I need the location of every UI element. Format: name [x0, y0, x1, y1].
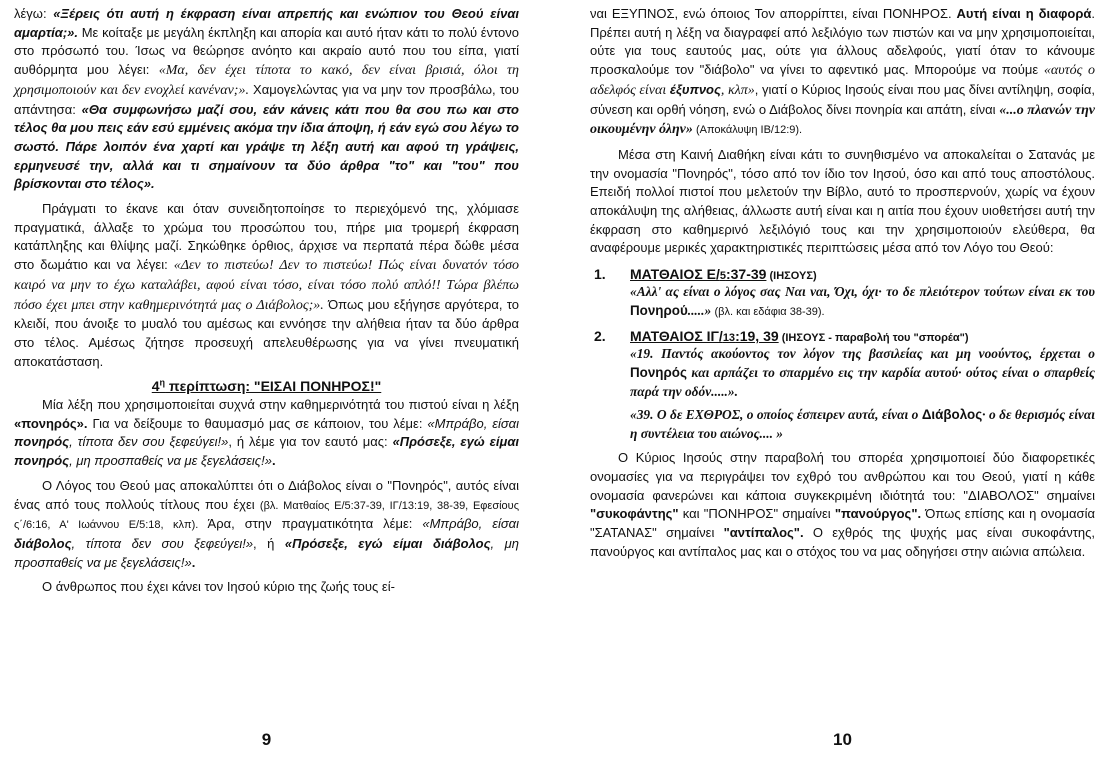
paragraph: ναι ΕΞΥΠΝΟΣ, ενώ όποιος Τον απορρίπτει, είναι ΠΟΝΗΡΟΣ. Αυτή είναι η διαφορά. Πρέπει αυτή η λέξη να διαγραφεί από λεξιλόγιο των πιστών και να μην χρησιμοποιείται, ούτε για τους εαυτούς μας, ούτε για άλλους αδελφούς, γιατί όταν το κάνουμε προσκαλούμε τον "διάβολο" να γίνει το αφεντικό μας. Μπορούμε να πούμε «αυτός ο αδελφός είναι έξυπνος, κλπ», γιατί ο Κύριος Ιησούς είναι που μας δίνει αντίληψη, σοφία, σύνεση και ορθή νόηση, ενώ ο Διάβολος δίνει πονηρία και απάτη, είναι «...ο πλανών την οικουμένην όλην» (Αποκάλυψη ΙΒ/12:9). — [590, 6, 1096, 138]
page-number: 10 — [833, 730, 852, 749]
paragraph: Ο Κύριος Ιησούς στην παραβολή του σπορέα χρησιμοποιεί δύο διαφορετικές ονομασίες για να περιγράψει τον εχθρό του ανθρώπου και του Θεού, γιατί η κάθε ονομασία φανερώνει και κάποια συγκεκριμένη ιδιότητά του: "ΔΙΑΒΟΛΟΣ" σημαίνει "συκοφάντης" και "ΠΟΝΗΡΟΣ" σημαίνει "πανούργος". Όπως επίσης και η ονομασία "ΣΑΤΑΝΑΣ" σημαίνει "αντίπαλος". Ο εχθρός της ψυχής μας είναι συκοφάντης, πανούργος και αντίπαλος μας και ο στόχος του να μας οδηγήσει στην αιώνια απώλεια. — [590, 450, 1095, 559]
paragraph: Ο άνθρωπος που έχει κάνει τον Ιησού κύριο της ζωής τους εί- — [42, 579, 395, 595]
paragraph: Ο Λόγος του Θεού μας αποκαλύπτει ότι ο Διάβολος είναι ο "Πονηρός", αυτός είναι ένας από τους πολλούς τίτλους που έχει (βλ. Ματθαίος Ε/5:37-39, ΙΓ/13:19, 38-39, Εφεσίους ς΄/6:16, Α' Ιωάννου Ε/5:18, κλπ). Άρα, στην πραγματικότητα λέμε: «Μπράβο, είσαι διάβολος, τίποτα δεν σου ξεφεύγει!», ή «Πρόσεξε, εγώ είμαι διάβολος, μη προσπαθείς να με ξεγελάσεις!». — [14, 477, 519, 570]
list-item: 2. ΜΑΤΘΑΙΟΣ ΙΓ/13:19, 39 (ΙΗΣΟΥΣ - παραβολή του "σπορέα") «19. Παντός ακούοντος τον λόγον της βασιλείας και μη νοούντος, έρχεται ο Πονηρός και αρπάζει το σπαρμένο εις την καρδία αυτού· ούτος είναι ο σπαρθείς παρά την οδόν.....». «39. Ο δε ΕΧΘΡΟΣ, ο οποίος έσπειρεν αυτά, είναι ο Διάβολος· ο δε θερισμός είναι η συντέλεια του αιώνος.... » — [594, 328, 1095, 442]
list-item: 1. ΜΑΤΘΑΙΟΣ Ε/5:37-39 (ΙΗΣΟΥΣ) «Αλλ' ας είναι ο λόγος σας Ναι ναι, Όχι, όχι· το δε πλειότερον τούτων είναι εκ του Πονηρού.....» (βλ. και εδάφια 38-39). — [594, 266, 1095, 319]
section-heading: $4^\eta$ περίπτωση: "ΕΙΣΑΙ ΠΟΝΗΡΟΣ!" — [151, 377, 382, 395]
paragraph: Πράγματι το έκανε και όταν συνειδητοποίησε το περιεχόμενό της, χλόμιασε πραγματικά, άλλαξε το χρώμα του προσώπου του, πήρε μια τρομερή έκφραση κατάπληξης και θλίψης μαζί. Σηκώθηκε όρθιος, άρχισε να περπατά πέρα δώθε μέσα στο δωμάτιο και να λέγει: «Δεν το πιστεύω! Δεν το πιστεύω! Πώς είναι δυνατόν τόσο καιρό να μην το έχω καταλάβει, αφού είναι τόσο, είναι τόσο πολύ απλό!! Τώρα βλέπω πόσο έχει μπει στην καθημερινότητά μας ο Διάβολος;». Όπως μου εξήγησε αργότερα, το κλειδί, που άνοιξε το μυαλό του αμέσως και εννόησε την αλήθεια ήταν τα δύο άρθρα στο τέλος. Αμέσως ζήτησε προσευχή απελευθέρωσης για να γίνει πνευματική αποκατάσταση. — [14, 201, 519, 369]
left-page — [14, 0, 519, 758]
right-page — [590, 0, 1095, 758]
paragraph: Μέσα στη Καινή Διαθήκη είναι κάτι το συνηθισμένο να αποκαλείται ο Σατανάς με την ονομασία "Πονηρός", τόσο από τον ίδιο τον Ιησού, όσο και από τους αποστόλους. Επειδή πολλοί πιστοί που μελετούν την Βίβλο, αυτό το προσπερνούν, χωρίς να έχουν αποκάλυψη της αλήθειας, άλλωστε αυτή είναι και η αιτία που έχουν υιοθετήσει αυτή την έκφραση στο καθημερινό λεξιλόγιό τους και την χρησιμοποιούν ελεύθερα, θα αναφέρουμε μερικές χαρακτηριστικές περιπτώσεις μέσα από τον Λόγο του Θεού: — [590, 146, 1095, 256]
paragraph: Μία λέξη που χρησιμοποιείται συχνά στην καθημερινότητά του πιστού είναι η λέξη «πονηρός». Για να δείξουμε το θαυμασμό μας σε κάποιον, του λέμε: «Μπράβο, είσαι πονηρός, τίποτα δεν σου ξεφεύγει!», ή λέμε για τον εαυτό μας: «Πρόσεξε, εγώ είμαι πονηρός, μη προσπαθείς να με ξεγελάσεις!». — [14, 397, 519, 469]
paragraph: λέγω: «Ξέρεις ότι αυτή η έκφραση είναι απρεπής και ενώπιον του Θεού είναι αμαρτία;». Με κοίταξε με μεγάλη έκπληξη και απορία και αυτό ήταν κάτι το πολύ έντονο στο πρόσωπό του. Ίσως να θεώρησε ανόητο και ακραίο αυτό που του είπα, γιατί αυθόρμητα μου λέγει: «Μα, δεν έχει τίποτα το κακό, δεν είναι βρισιά, όλοι τη χρησιμοποιούν και δεν ενοχλεί κανέναν;». Χαμογελώντας για να μην τον προσβάλω, του απάντησα: «Θα συμφωνήσω μαζί σου, εάν κάνεις κάτι που θα σου πω και στο τέλος θα μου πεις εάν εσύ εμμένεις ακόμα την ίδια άποψη, ή εάν εγώ σου λέγω το σωστό. Πάρε λοιπόν ένα χαρτί και γράψε τη λέξη αυτή και αφού τη γράψεις, ερμηνευσέ την, αλλά και τι σημαίνουν τα δύο άρθρα "το" και "του" που βρίσκονται στο τέλος». — [14, 6, 520, 192]
page-number: 9 — [261, 730, 272, 749]
